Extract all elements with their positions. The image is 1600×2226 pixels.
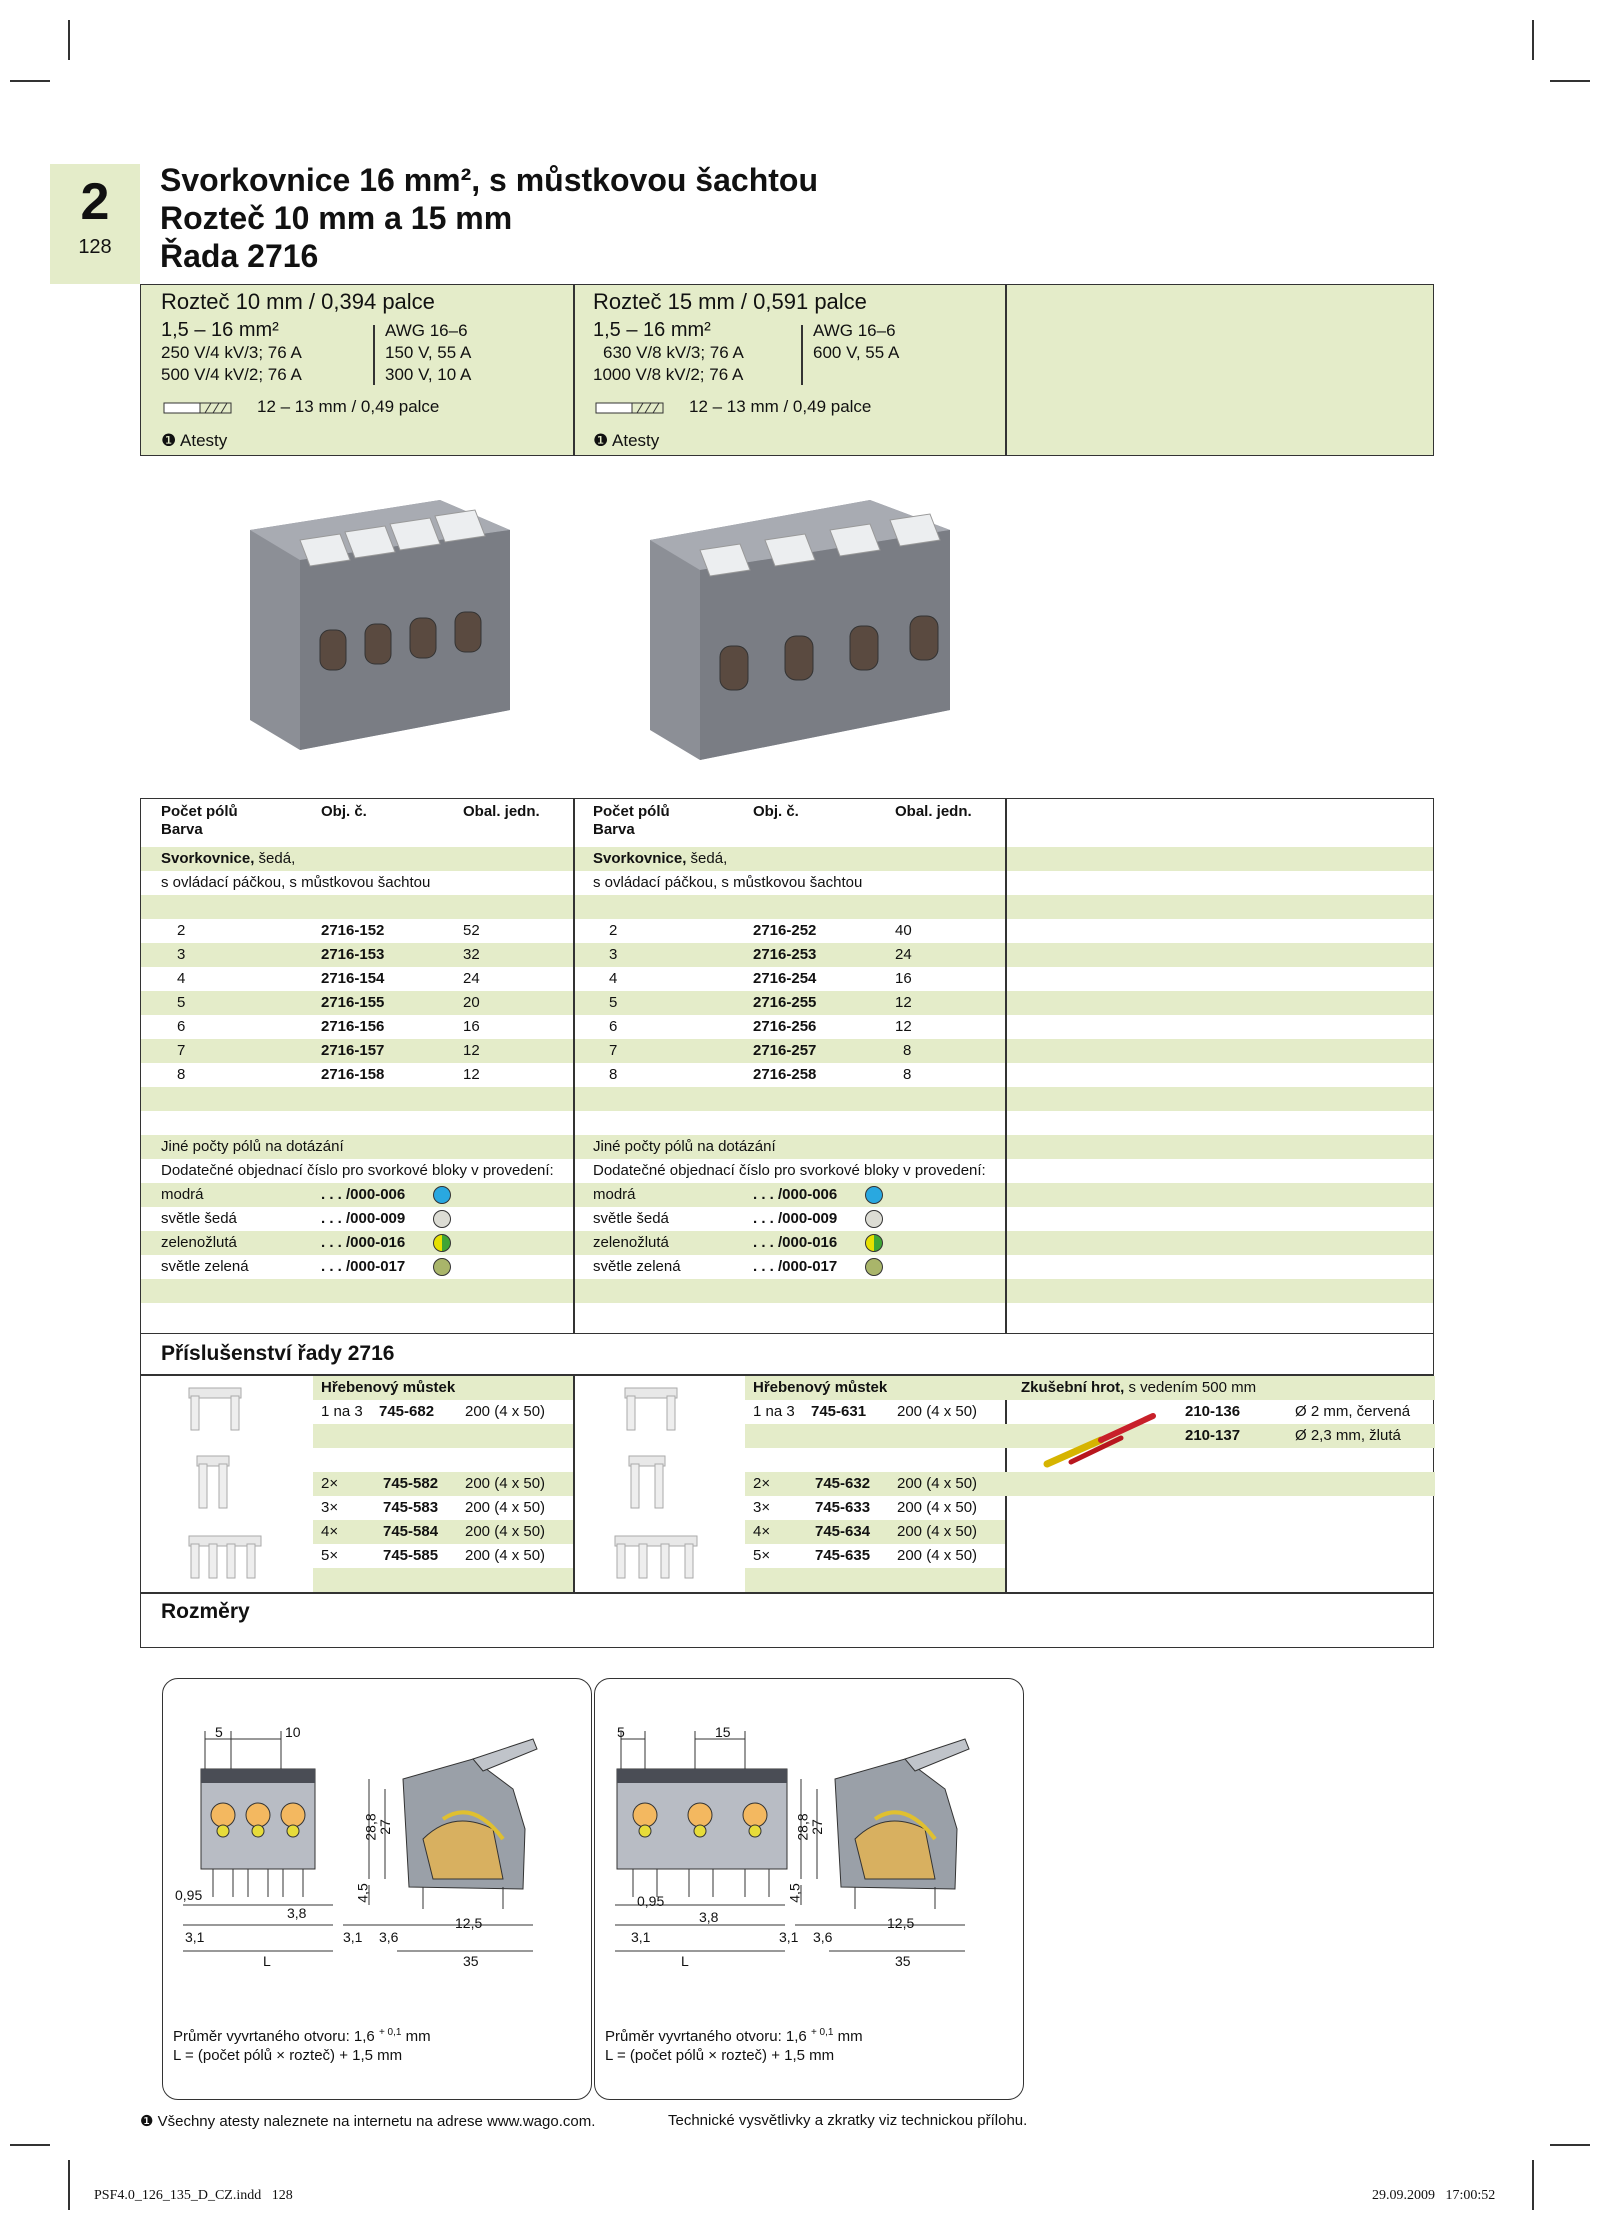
additional-note: Dodatečné objednací číslo pro svorkové bloky v provedení: bbox=[161, 1162, 554, 1179]
order-table bbox=[140, 798, 1434, 1334]
bridge-item: 745-582 bbox=[383, 1475, 439, 1492]
pack-unit: 12 bbox=[463, 1066, 480, 1083]
rating-left-1: 250 V/4 kV/3; 76 A bbox=[161, 343, 302, 362]
pack-unit: 20 bbox=[463, 994, 480, 1011]
dim-label: 3,1 bbox=[779, 1929, 799, 1945]
pack-unit: 40 bbox=[895, 922, 912, 939]
hole-diameter-note: Průměr vyvrtaného otvoru: 1,6 $^{+ 0,1}$ mm bbox=[173, 2027, 431, 2045]
pitch-right: Rozteč 15 mm / 0,591 palce bbox=[593, 289, 867, 314]
pack-unit: 16 bbox=[895, 970, 912, 987]
color-code: . . . /000-017 bbox=[321, 1258, 406, 1275]
other-poles-note: Jiné počty pólů na dotázání bbox=[161, 1138, 344, 1155]
print-timestamp: 29.09.2009 17:00:52 bbox=[1372, 2188, 1496, 2203]
color-name: světle šedá bbox=[593, 1210, 669, 1227]
rating-right-1b: 600 V, 55 A bbox=[813, 343, 900, 362]
color-code: . . . /000-006 bbox=[753, 1186, 838, 1203]
dim-label: 3,1 bbox=[185, 1929, 205, 1945]
dim-label: 27 bbox=[376, 1819, 393, 1835]
poles: 7 bbox=[177, 1042, 186, 1059]
bridge-qty: 4× bbox=[753, 1523, 771, 1540]
color-code: . . . /000-016 bbox=[753, 1234, 838, 1251]
spec-header-table bbox=[140, 284, 1434, 456]
dim-label: 0,95 bbox=[637, 1893, 665, 1909]
item-number: 2716-154 bbox=[321, 970, 385, 987]
pack-unit: 8 bbox=[903, 1042, 912, 1059]
pitch-left: Rozteč 10 mm / 0,394 palce bbox=[161, 289, 435, 314]
dim-label: 12,5 bbox=[887, 1915, 915, 1931]
col-pack: Obal. jedn. bbox=[895, 803, 972, 820]
poles: 4 bbox=[177, 970, 186, 987]
dim-label: L bbox=[681, 1953, 689, 1969]
color-code: . . . /000-009 bbox=[753, 1210, 838, 1227]
poles: 2 bbox=[177, 922, 186, 939]
additional-note: Dodatečné objednací číslo pro svorkové bloky v provedení: bbox=[593, 1162, 986, 1179]
bridge-qty: 1 na 3 bbox=[753, 1403, 795, 1420]
poles: 2 bbox=[609, 922, 618, 939]
color-code: . . . /000-016 bbox=[321, 1234, 406, 1251]
bridge-item: 745-634 bbox=[815, 1523, 871, 1540]
pack-unit: 12 bbox=[463, 1042, 480, 1059]
col-color: Barva bbox=[161, 821, 203, 838]
bridge-qty: 5× bbox=[321, 1547, 339, 1564]
pack-unit: 24 bbox=[895, 946, 912, 963]
col-color: Barva bbox=[593, 821, 635, 838]
item-number: 2716-258 bbox=[753, 1066, 817, 1083]
probe-title: Zkušební hrot, s vedením 500 mm bbox=[1021, 1379, 1257, 1396]
rating-left-2: 500 V/4 kV/2; 76 A bbox=[161, 365, 302, 384]
probe-desc: Ø 2,3 mm, žlutá bbox=[1295, 1427, 1401, 1444]
awg-left: AWG 16–6 bbox=[385, 321, 468, 340]
approvals-right: ❶ Atesty bbox=[593, 431, 660, 450]
product-image-15mm bbox=[640, 500, 970, 770]
bridge-qty: 3× bbox=[321, 1499, 339, 1516]
other-poles-note: Jiné počty pólů na dotázání bbox=[593, 1138, 776, 1155]
item-number: 2716-254 bbox=[753, 970, 817, 987]
color-name: světle zelená bbox=[161, 1258, 249, 1275]
dim-label: 15 bbox=[715, 1724, 731, 1740]
group-label: Svorkovnice, šedá, bbox=[593, 850, 728, 867]
item-number: 2716-153 bbox=[321, 946, 385, 963]
series-title: Řada 2716 bbox=[160, 238, 319, 274]
bridge-item: 745-583 bbox=[383, 1499, 439, 1516]
dim-label: 35 bbox=[463, 1953, 479, 1969]
color-code: . . . /000-017 bbox=[753, 1258, 838, 1275]
print-file-info: PSF4.0_126_135_D_CZ.indd 128 bbox=[94, 2188, 293, 2203]
comb-bridge-image bbox=[621, 1384, 681, 1434]
strip-length-icon bbox=[595, 401, 665, 415]
bridge-pack: 200 (4 x 50) bbox=[897, 1499, 978, 1516]
rating-left-1b: 150 V, 55 A bbox=[385, 343, 472, 362]
item-number: 2716-156 bbox=[321, 1018, 385, 1035]
bridge-pack: 200 (4 x 50) bbox=[465, 1499, 546, 1516]
dimensions-title: Rozměry bbox=[161, 1600, 250, 1623]
crop-mark bbox=[1550, 2144, 1590, 2146]
col-item: Obj. č. bbox=[753, 803, 799, 820]
bridge-qty: 4× bbox=[321, 1523, 339, 1540]
bridge-pack: 200 (4 x 50) bbox=[465, 1547, 546, 1564]
chapter-number: 2 bbox=[80, 173, 110, 231]
bridge-pack: 200 (4 x 50) bbox=[897, 1523, 978, 1540]
dim-label: 4,5 bbox=[786, 1883, 803, 1903]
strip-length-left: 12 – 13 mm / 0,49 palce bbox=[257, 397, 440, 416]
comb-bridge-image bbox=[625, 1452, 669, 1512]
blue-color-dot bbox=[433, 1186, 451, 1204]
bridge-qty: 2× bbox=[753, 1475, 771, 1492]
length-formula-note: L = (počet pólů × rozteč) + 1,5 mm bbox=[173, 2047, 403, 2064]
bridge-qty: 2× bbox=[321, 1475, 339, 1492]
color-name: světle zelená bbox=[593, 1258, 681, 1275]
bridge-qty: 5× bbox=[753, 1547, 771, 1564]
item-number: 2716-256 bbox=[753, 1018, 817, 1035]
light-green-color-dot bbox=[433, 1258, 451, 1276]
strip-length-icon bbox=[163, 401, 233, 415]
item-number: 2716-253 bbox=[753, 946, 817, 963]
color-name: modrá bbox=[593, 1186, 636, 1203]
dimension-drawing-10mm bbox=[162, 1678, 592, 2100]
poles: 3 bbox=[609, 946, 618, 963]
dim-label: 3,1 bbox=[343, 1929, 363, 1945]
bridge-item: 745-633 bbox=[815, 1499, 871, 1516]
crop-mark bbox=[68, 2160, 70, 2210]
bridge-pack: 200 (4 x 50) bbox=[465, 1475, 546, 1492]
poles: 5 bbox=[177, 994, 186, 1011]
blue-color-dot bbox=[865, 1186, 883, 1204]
light-grey-color-dot bbox=[433, 1210, 451, 1228]
light-grey-color-dot bbox=[865, 1210, 883, 1228]
dim-label: 3,1 bbox=[631, 1929, 651, 1945]
green-yellow-color-dot bbox=[865, 1234, 883, 1252]
poles: 6 bbox=[609, 1018, 618, 1035]
technical-drawing bbox=[173, 1719, 573, 1969]
pack-unit: 16 bbox=[463, 1018, 480, 1035]
pack-unit: 52 bbox=[463, 922, 480, 939]
crop-mark bbox=[1532, 20, 1534, 60]
poles: 8 bbox=[609, 1066, 618, 1083]
bridge-title: Hřebenový můstek bbox=[321, 1379, 456, 1396]
dim-label: 12,5 bbox=[455, 1915, 483, 1931]
pack-unit: 32 bbox=[463, 946, 480, 963]
crop-mark bbox=[68, 20, 70, 60]
page-number: 128 bbox=[78, 236, 112, 258]
item-number: 2716-152 bbox=[321, 922, 385, 939]
strip-length-right: 12 – 13 mm / 0,49 palce bbox=[689, 397, 872, 416]
dim-label: 3,6 bbox=[379, 1929, 399, 1945]
col-pack: Obal. jedn. bbox=[463, 803, 540, 820]
test-probe-image bbox=[1041, 1410, 1161, 1470]
bridge-qty: 3× bbox=[753, 1499, 771, 1516]
light-green-color-dot bbox=[865, 1258, 883, 1276]
item-number: 2716-158 bbox=[321, 1066, 385, 1083]
color-code: . . . /000-006 bbox=[321, 1186, 406, 1203]
col-poles: Počet pólů bbox=[161, 803, 238, 820]
col-poles: Počet pólů bbox=[593, 803, 670, 820]
probe-item: 210-137 bbox=[1185, 1427, 1241, 1444]
group-description: s ovládací páčkou, s můstkovou šachtou bbox=[161, 874, 431, 891]
dimension-drawing-15mm bbox=[594, 1678, 1024, 2100]
rating-right-1: 630 V/8 kV/3; 76 A bbox=[603, 343, 744, 362]
page-subtitle: Rozteč 10 mm a 15 mm bbox=[160, 200, 513, 236]
pack-unit: 12 bbox=[895, 1018, 912, 1035]
bridge-pack: 200 (4 x 50) bbox=[897, 1547, 978, 1564]
cross-section-left: 1,5 – 16 mm² bbox=[161, 319, 279, 341]
bridge-pack: 200 (4 x 50) bbox=[897, 1475, 978, 1492]
bridge-title: Hřebenový můstek bbox=[753, 1379, 888, 1396]
probe-desc: Ø 2 mm, červená bbox=[1295, 1403, 1411, 1420]
accessories-title: Příslušenství řady 2716 bbox=[161, 1342, 395, 1365]
bridge-item: 745-632 bbox=[815, 1475, 871, 1492]
item-number: 2716-155 bbox=[321, 994, 385, 1011]
item-number: 2716-257 bbox=[753, 1042, 817, 1059]
technical-drawing bbox=[605, 1719, 1005, 1969]
pack-unit: 12 bbox=[895, 994, 912, 1011]
approvals-left: ❶ Atesty bbox=[161, 431, 228, 450]
approvals-footnote: ❶ Všechny atesty naleznete na internetu na adrese www.wago.com. bbox=[140, 2113, 596, 2130]
dim-label: 5 bbox=[215, 1724, 223, 1740]
poles: 8 bbox=[177, 1066, 186, 1083]
dim-label: 3,8 bbox=[699, 1909, 719, 1925]
rating-left-2b: 300 V, 10 A bbox=[385, 365, 472, 384]
accessories-table bbox=[140, 1334, 1434, 1648]
cross-section-right: 1,5 – 16 mm² bbox=[593, 319, 711, 341]
page-title: Svorkovnice 16 mm², s můstkovou šachtou bbox=[160, 162, 818, 198]
comb-bridge-image bbox=[611, 1532, 701, 1582]
comb-bridge-image bbox=[193, 1452, 233, 1512]
bridge-qty: 1 na 3 bbox=[321, 1403, 363, 1420]
product-image-10mm bbox=[240, 500, 530, 760]
item-number: 2716-157 bbox=[321, 1042, 385, 1059]
dim-label: 0,95 bbox=[175, 1887, 203, 1903]
awg-right: AWG 16–6 bbox=[813, 321, 896, 340]
color-code: . . . /000-009 bbox=[321, 1210, 406, 1227]
crop-mark bbox=[10, 2144, 50, 2146]
bridge-item: 745-682 bbox=[379, 1403, 435, 1420]
bridge-pack: 200 (4 x 50) bbox=[897, 1403, 978, 1420]
probe-item: 210-136 bbox=[1185, 1403, 1241, 1420]
crop-mark bbox=[10, 80, 50, 82]
poles: 6 bbox=[177, 1018, 186, 1035]
poles: 5 bbox=[609, 994, 618, 1011]
dim-label: 35 bbox=[895, 1953, 911, 1969]
bridge-item: 745-585 bbox=[383, 1547, 439, 1564]
hole-diameter-note: Průměr vyvrtaného otvoru: 1,6 $^{+ 0,1}$ mm bbox=[605, 2027, 863, 2045]
item-number: 2716-255 bbox=[753, 994, 817, 1011]
bridge-item: 745-631 bbox=[811, 1403, 867, 1420]
dim-label: L bbox=[263, 1953, 271, 1969]
color-name: zelenožlutá bbox=[593, 1234, 669, 1251]
dim-label: 5 bbox=[617, 1724, 625, 1740]
dim-label: 4,5 bbox=[354, 1883, 371, 1903]
color-name: zelenožlutá bbox=[161, 1234, 237, 1251]
bridge-item: 745-584 bbox=[383, 1523, 439, 1540]
comb-bridge-image bbox=[185, 1532, 265, 1582]
dim-label: 3,6 bbox=[813, 1929, 833, 1945]
item-number: 2716-252 bbox=[753, 922, 817, 939]
dim-label: 3,8 bbox=[287, 1905, 307, 1921]
poles: 7 bbox=[609, 1042, 618, 1059]
chapter-tab bbox=[50, 164, 140, 284]
col-item: Obj. č. bbox=[321, 803, 367, 820]
dim-label: 28,8 bbox=[362, 1813, 379, 1841]
dim-label: 28,8 bbox=[794, 1813, 811, 1841]
bridge-pack: 200 (4 x 50) bbox=[465, 1523, 546, 1540]
dim-label: 27 bbox=[808, 1819, 825, 1835]
pack-unit: 24 bbox=[463, 970, 480, 987]
green-yellow-color-dot bbox=[433, 1234, 451, 1252]
dim-label: 10 bbox=[285, 1724, 301, 1740]
group-description: s ovládací páčkou, s můstkovou šachtou bbox=[593, 874, 863, 891]
pack-unit: 8 bbox=[903, 1066, 912, 1083]
rating-right-2: 1000 V/8 kV/2; 76 A bbox=[593, 365, 744, 384]
bridge-item: 745-635 bbox=[815, 1547, 871, 1564]
poles: 3 bbox=[177, 946, 186, 963]
color-name: světle šedá bbox=[161, 1210, 237, 1227]
group-label: Svorkovnice, šedá, bbox=[161, 850, 296, 867]
crop-mark bbox=[1550, 80, 1590, 82]
bridge-pack: 200 (4 x 50) bbox=[465, 1403, 546, 1420]
color-name: modrá bbox=[161, 1186, 204, 1203]
technical-footnote: Technické vysvětlivky a zkratky viz technickou přílohu. bbox=[668, 2112, 1028, 2129]
poles: 4 bbox=[609, 970, 618, 987]
comb-bridge-image bbox=[185, 1384, 245, 1434]
crop-mark bbox=[1532, 2160, 1534, 2210]
length-formula-note: L = (počet pólů × rozteč) + 1,5 mm bbox=[605, 2047, 835, 2064]
